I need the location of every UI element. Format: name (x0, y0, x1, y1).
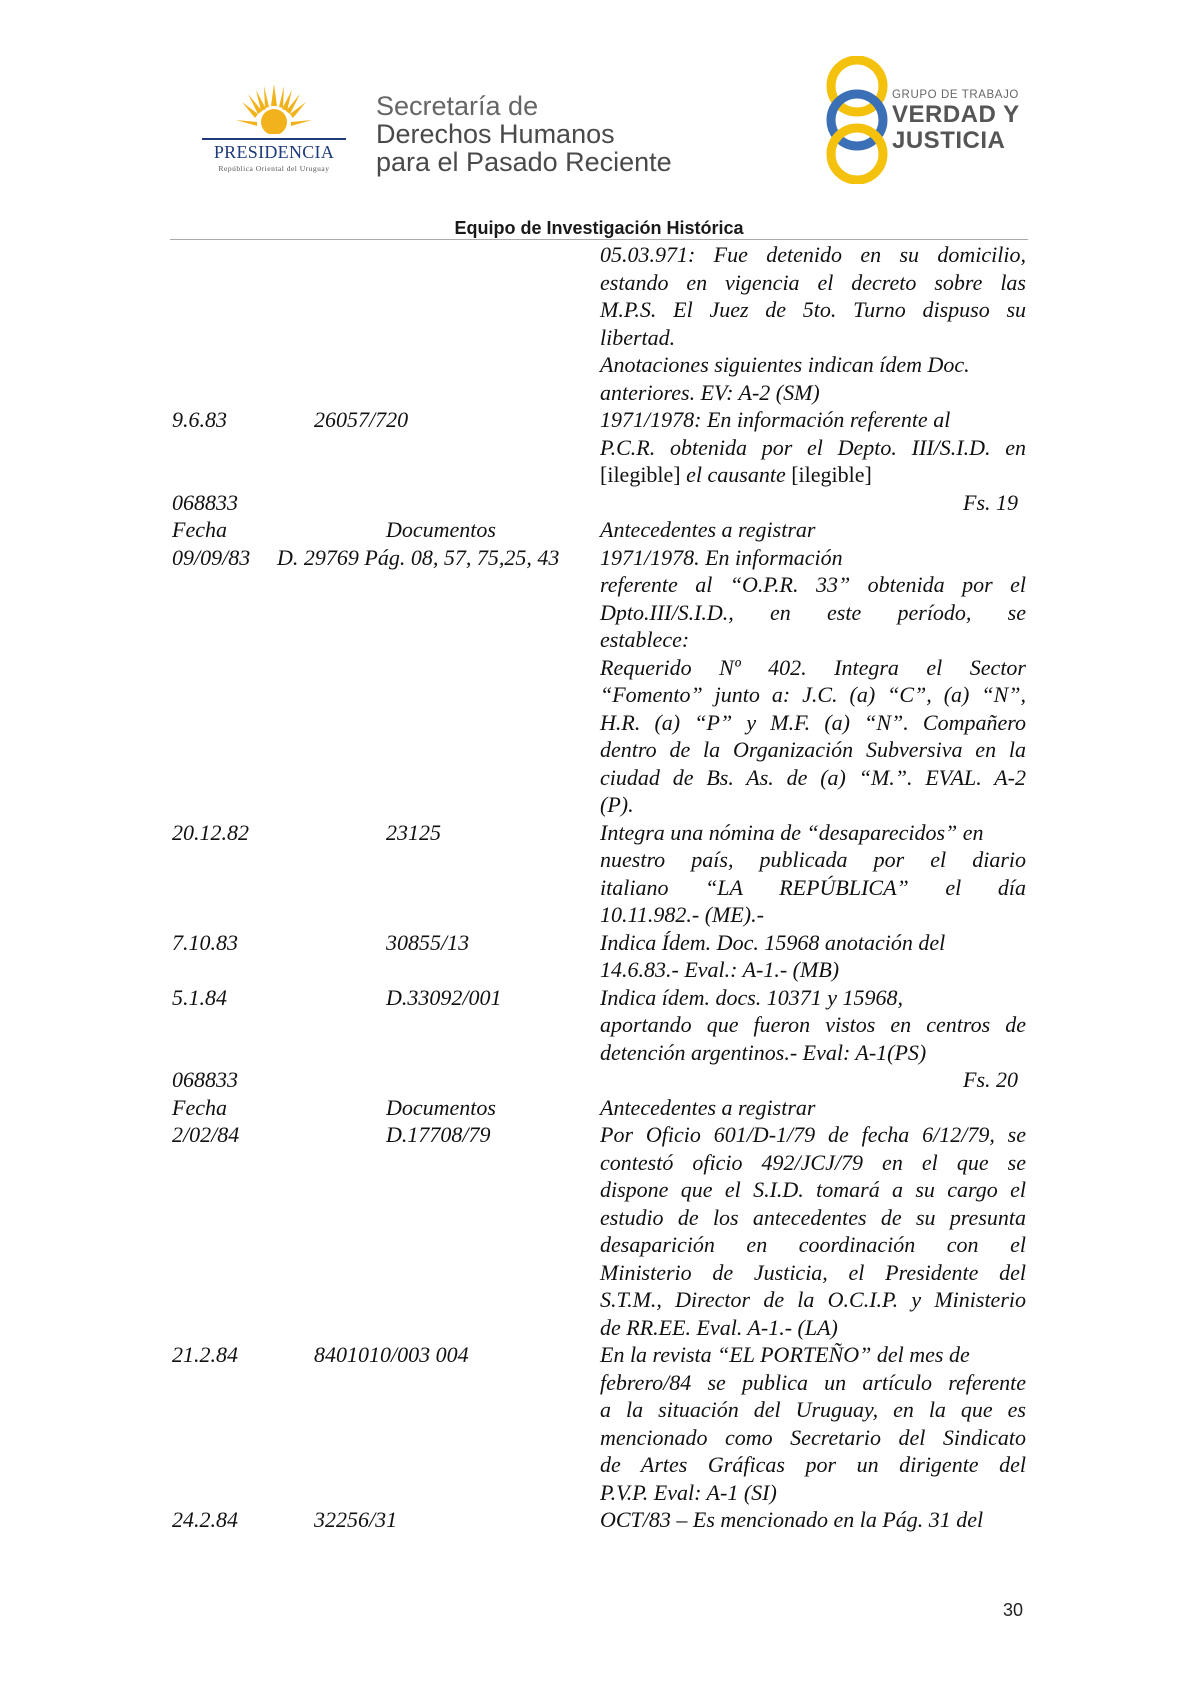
entry-date: 21.2.84 (172, 1342, 238, 1367)
file-id: 068833 (172, 1067, 238, 1092)
text-line: H.R. (a) “P” y M.F. (a) “N”. Compañero (600, 709, 1026, 735)
column-header-antecedentes: Antecedentes a registrar (600, 1094, 816, 1120)
text-line: Dpto.III/S.I.D., en este período, se (600, 599, 1026, 625)
header-divider (170, 239, 1028, 240)
text-line: libertad. (600, 324, 676, 350)
file-id: 068833 (172, 489, 238, 515)
text-line: referente al “O.P.R. 33” obtenida por el (600, 572, 1026, 597)
text-line: Ministerio de Justicia, el Presidente del (600, 1259, 1026, 1285)
entry-document: 23125 (386, 819, 441, 845)
text-line: aportando que fueron vistos en centros de (600, 1012, 1026, 1037)
secretaria-line-3: para el Pasado Reciente (376, 147, 672, 177)
text-line: a la situación del Uruguay, en la que es (600, 1397, 1026, 1422)
entry-date: 24.2.84 (172, 1507, 238, 1532)
text-line: OCT/83 – Es mencionado en la Pág. 31 del (600, 1507, 984, 1532)
presidencia-name: PRESIDENCIA (213, 142, 335, 162)
folio-number: Fs. 19 (963, 489, 1018, 515)
entry-date: 9.6.83 (172, 407, 227, 432)
text-line (600, 461, 1026, 489)
text-line: Anotaciones siguientes indican ídem Doc. (600, 352, 970, 377)
entry-document: D. 29769 Pág. 08, 57, 75,25, 43 (277, 544, 560, 570)
verdad-label: VERDAD Y (892, 101, 1020, 128)
text-line: 14.6.83.- Eval.: A-1.- (MB) (600, 957, 840, 982)
entry-document: D.33092/001 (386, 984, 502, 1010)
entry-date: 2/02/84 (172, 1122, 240, 1147)
verdad-justicia-text (892, 88, 1020, 154)
text-line: dispone que el S.I.D. tomará a su cargo el (600, 1177, 1026, 1202)
text-line: mencionado como Secretario del Sindicato (600, 1424, 1026, 1450)
text-line: En la revista “EL PORTEÑO” del mes de (600, 1342, 970, 1367)
text-line: nuestro país, publicada por el diario (600, 847, 1026, 872)
text-line: italiano “LA REPÚBLICA” el día (600, 874, 1026, 900)
column-header-fecha: Fecha (172, 1094, 227, 1120)
page-number: 30 (1003, 1600, 1024, 1620)
text-line: de RR.EE. Eval. A-1.- (LA) (600, 1314, 838, 1340)
presidencia-rule (202, 138, 346, 140)
text-line: estando en vigencia el decreto sobre las (600, 269, 1026, 295)
text-line: Integra una nómina de “desaparecidos” en (600, 819, 984, 845)
text-line: contestó oficio 492/JCJ/79 en el que se (600, 1149, 1026, 1175)
secretaria-line-2: Derechos Humanos (376, 119, 615, 149)
text-line: 05.03.971: Fue detenido en su domicilio, (600, 242, 1026, 267)
entry-date: 7.10.83 (172, 929, 238, 955)
text-line: Por Oficio 601/D-1/79 de fecha 6/12/79, se (600, 1122, 1026, 1147)
text-line: P.C.R. obtenida por el Depto. III/S.I.D. en (600, 434, 1026, 460)
text-fragment: el causante (680, 462, 792, 487)
text-line: de Artes Gráficas por un dirigente del (600, 1452, 1026, 1477)
secretaria-line-1: Secretaría de (376, 91, 539, 121)
text-line: anteriores. EV: A-2 (SM) (600, 379, 820, 405)
rings-icon (822, 56, 892, 184)
text-line: 1971/1978. En información (600, 544, 843, 570)
text-line: detención argentinos.- Eval: A-1(PS) (600, 1039, 927, 1065)
secretaria-title (376, 92, 672, 176)
presidencia-subtitle: República Oriental del Uruguay (218, 164, 330, 173)
text-line: dentro de la Organización Subversiva en la (600, 737, 1026, 762)
column-header-fecha: Fecha (172, 517, 227, 542)
text-line: ciudad de Bs. As. de (a) “M.”. EVAL. A-2 (600, 764, 1026, 790)
illegible-mark: [ilegible] (791, 462, 872, 487)
sun-icon (236, 82, 312, 138)
page-header (0, 0, 1190, 238)
illegible-mark: [ilegible] (600, 462, 681, 487)
entry-document: D.17708/79 (386, 1122, 491, 1147)
text-line: estudio de los antecedentes de su presunta (600, 1204, 1026, 1230)
text-line: Indica Ídem. Doc. 15968 anotación del (600, 929, 946, 955)
text-line: desaparición en coordinación con el (600, 1232, 1026, 1257)
presidencia-logo (198, 82, 350, 178)
entry-date: 20.12.82 (172, 819, 249, 845)
grupo-label: GRUPO DE TRABAJO (892, 89, 1019, 101)
text-line: (P). (600, 792, 634, 817)
text-line: Requerido Nº 402. Integra el Sector (600, 654, 1026, 680)
text-line: 1971/1978: En información referente al (600, 407, 951, 432)
verdad-justicia-logo (822, 56, 1032, 184)
text-line: 10.11.982.- (ME).- (600, 902, 764, 927)
column-header-antecedentes: Antecedentes a registrar (600, 517, 816, 542)
text-line: establece: (600, 627, 690, 652)
entry-document: 8401010/003 004 (314, 1342, 469, 1367)
entry-date: 5.1.84 (172, 984, 227, 1010)
justicia-label: JUSTICIA (892, 127, 1006, 154)
text-line: M.P.S. El Juez de 5to. Turno dispuso su (600, 297, 1026, 322)
entry-document: 32256/31 (314, 1507, 398, 1532)
text-line: “Fomento” junto a: J.C. (a) “C”, (a) “N”, (600, 682, 1026, 707)
text-line: Indica ídem. docs. 10371 y 15968, (600, 984, 904, 1010)
team-subheader: Equipo de Investigación Histórica (454, 218, 744, 238)
text-line: P.V.P. Eval: A-1 (SI) (600, 1479, 777, 1505)
column-header-documentos: Documentos (386, 517, 496, 542)
entry-document: 30855/13 (386, 929, 470, 955)
entry-date: 09/09/83 (172, 544, 251, 570)
column-header-documentos: Documentos (386, 1094, 496, 1120)
folio-number: Fs. 20 (963, 1067, 1018, 1092)
text-line: febrero/84 se publica un artículo referente (600, 1369, 1026, 1395)
entry-document: 26057/720 (314, 407, 409, 432)
text-line: S.T.M., Director de la O.C.I.P. y Ministerio (600, 1287, 1026, 1312)
